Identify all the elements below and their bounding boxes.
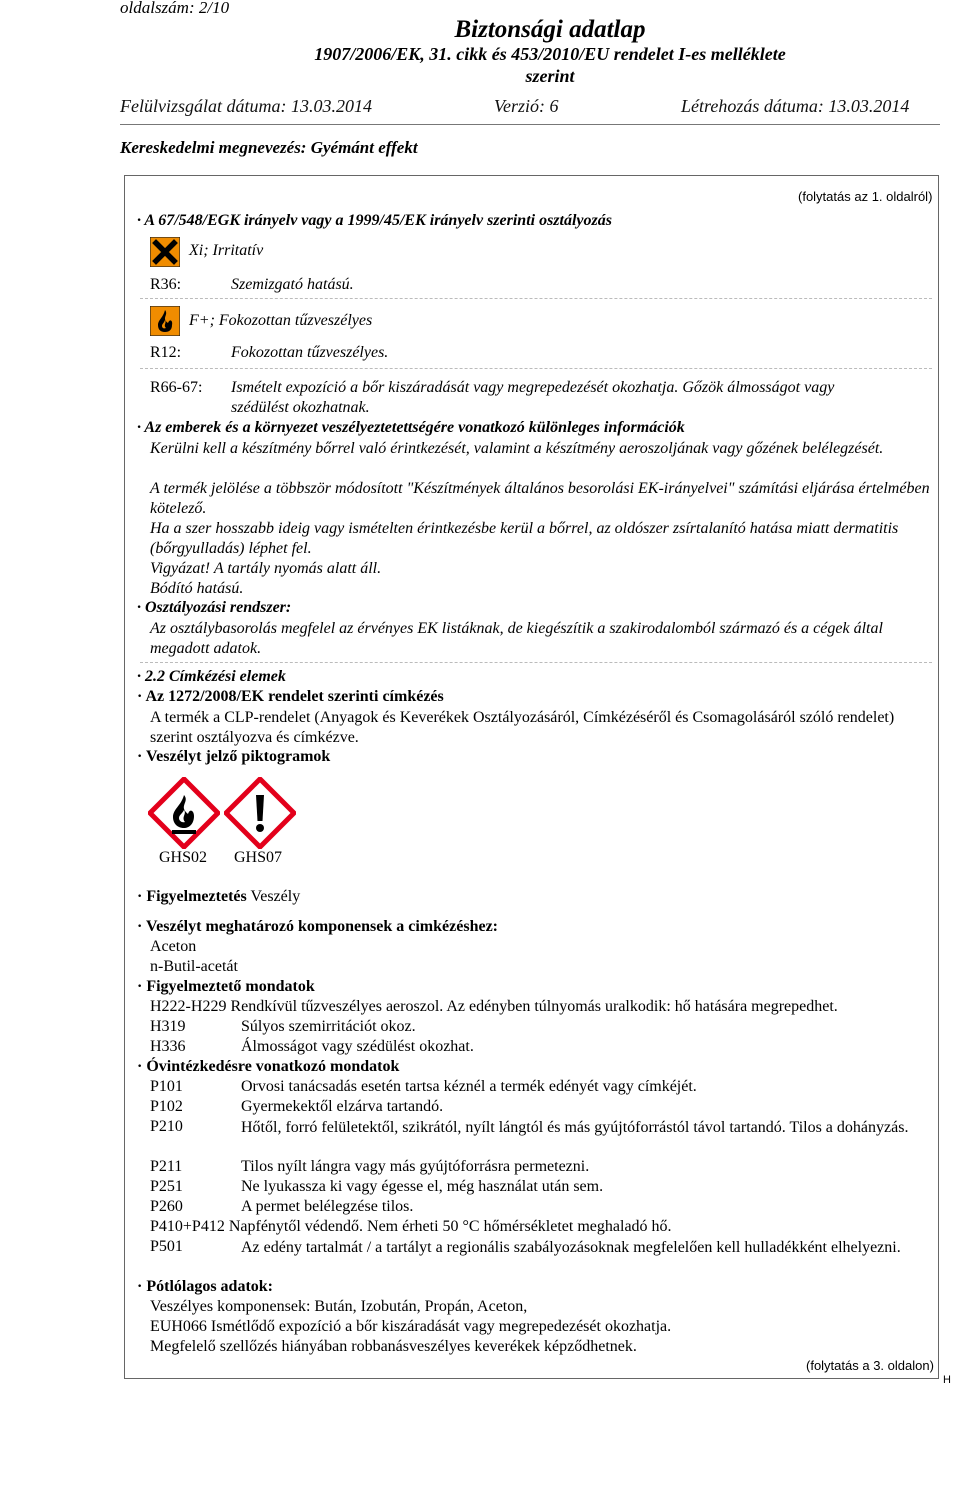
p-statements-heading: · Óvintézkedésre vonatkozó mondatok: [137, 1058, 400, 1075]
special-info-p2: A termék jelölése a többször módosított "Készítmények általános besorolási EK-irányelvei" számítási eljárása értelmében kötelező.: [150, 480, 930, 517]
h-code: H319: [150, 1018, 186, 1035]
h-text: Álmosságot vagy szédülést okozhat.: [241, 1038, 474, 1055]
page-number: oldalszám: 2/10: [120, 0, 230, 17]
p-text: Tilos nyílt lángra vagy más gyújtóforrásra permetezni.: [241, 1158, 590, 1175]
r12-text: Fokozottan tűzveszélyes.: [231, 344, 389, 361]
clp-heading: · Az 1272/2008/EK rendelet szerinti címkézés: [137, 688, 444, 705]
component-item: n-Butil-acetát: [150, 958, 238, 975]
continued-to-note: (folytatás a 3. oldalon): [806, 1358, 934, 1373]
h-code: H222-H229: [150, 998, 227, 1015]
p-code: P101: [150, 1078, 183, 1095]
p-text: Gyermekektől elzárva tartandó.: [241, 1098, 444, 1115]
r36-code: R36:: [150, 276, 182, 293]
revision-date: Felülvizsgálat dátuma: 13.03.2014: [120, 96, 372, 116]
divider: [140, 662, 932, 663]
system-text: Az osztálybasorolás megfelel az érvényes EK listáknak, de kiegészítik a szakirodalomból származó és a cégek által megadott adatok.: [150, 620, 883, 657]
divider: [140, 298, 932, 299]
extra-info-line: EUH066 Ismétlődő expozíció a bőr kiszáradását vagy megrepedezését okozhatja.: [150, 1318, 672, 1335]
labelling-heading: [137, 668, 286, 686]
continued-from-note: (folytatás az 1. oldalról): [798, 189, 933, 204]
p-code: P210: [150, 1118, 183, 1135]
special-info-heading: · Az emberek és a környezet veszélyeztetettségére vonatkozó különleges információk: [137, 419, 685, 436]
p-code: P410+P412: [150, 1218, 225, 1235]
pictogram-heading: · Veszélyt jelző piktogramok: [137, 748, 331, 765]
exclamation-pictogram-icon: [224, 777, 296, 849]
labelling-heading-text: Címkézési elemek: [169, 668, 286, 685]
p-text: Ne lyukassza ki vagy égesse el, még használat után sem.: [241, 1178, 604, 1195]
xi-irritant-icon: [150, 237, 180, 267]
extra-info-heading: · Pótlólagos adatok:: [137, 1278, 274, 1295]
p-code: P251: [150, 1178, 183, 1195]
document-subtitle-line2: szerint: [525, 66, 575, 86]
old-classification-heading: · A 67/548/EGK irányelv vagy a 1999/45/EK irányelv szerinti osztályozás: [137, 212, 612, 229]
extra-info-line: Veszélyes komponensek: Bután, Izobután, Propán, Aceton,: [150, 1298, 528, 1315]
corner-mark: H: [943, 1374, 951, 1386]
p-code: P260: [150, 1198, 183, 1215]
clp-text: A termék a CLP-rendelet (Anyagok és Keverékek Osztályozásáról, Címkézéséről és Csomagolásáról szóló rendelet) szerint osztályozva és címkézve.: [150, 709, 895, 746]
xi-label: Xi; Irritatív: [189, 242, 264, 259]
document-title: Biztonsági adatlap: [454, 16, 646, 43]
h-text: Súlyos szemirritációt okoz.: [241, 1018, 416, 1035]
document-subtitle: 1907/2006/EK, 31. cikk és 453/2010/EU rendelet I-es melléklete: [314, 44, 786, 64]
component-item: Aceton: [150, 938, 197, 955]
r12-code: R12:: [150, 344, 182, 361]
fplus-label: F+; Fokozottan tűzveszélyes: [189, 312, 373, 329]
components-heading: · Veszélyt meghatározó komponensek a cimkézéshez:: [137, 918, 498, 935]
p-code: P211: [150, 1158, 183, 1175]
r6667-code: R66-67:: [150, 379, 203, 396]
h-statements-heading: · Figyelmeztető mondatok: [137, 978, 315, 995]
p-text: Napfénytől védendő. Nem érheti 50 °C hőmérsékletet meghaladó hő.: [228, 1218, 672, 1235]
signal-label: · Figyelmeztetés: [137, 888, 247, 905]
signal-word: Veszély: [250, 888, 301, 905]
flame-hazard-icon: [150, 306, 180, 336]
special-info-p5: Bódító hatású.: [150, 580, 244, 597]
p-text: Az edény tartalmát / a tartályt a regionális szabályozásoknak megfelelően kell hulladékként elhelyezni.: [241, 1239, 901, 1256]
r36-text: Szemizgató hatású.: [231, 276, 354, 293]
divider: [140, 368, 932, 369]
h-statement: [150, 998, 838, 1016]
special-info-p4: Vigyázat! A tartály nyomás alatt áll.: [150, 560, 382, 577]
extra-info-line: Megfelelő szellőzés hiányában robbanásveszélyes keverékek képződhetnek.: [150, 1338, 637, 1355]
h-text: Rendkívül tűzveszélyes aeroszol. Az edényben túlnyomás uralkodik: hő hatására megrepedhet.: [230, 998, 838, 1015]
r6667-text: Ismételt expozíció a bőr kiszáradását vagy megrepedezését okozhatja. Gőzök álmosságot vagy: [231, 379, 835, 396]
creation-date: Létrehozás dátuma: 13.03.2014: [681, 96, 910, 116]
pictogram-code: GHS02: [159, 849, 208, 866]
p-statement: [150, 1218, 672, 1236]
p-text: Hőtől, forró felületektől, szikrától, nyílt lángtól és más gyújtóforrástól távol tartandó. Tilos a dohányzás.: [241, 1119, 909, 1136]
pictogram-code: GHS07: [234, 849, 283, 866]
header-rule: [120, 124, 940, 125]
system-heading: · Osztályozási rendszer:: [137, 599, 292, 616]
labelling-heading-num: · 2.2: [137, 668, 165, 685]
special-info-p3: Ha a szer hosszabb ideig vagy ismételten érintkezésbe kerül a bőrrel, az oldószer zsírtalanító hatása miatt dermatitis (bőrgyulladás) léphet fel.: [150, 520, 899, 557]
trade-name: Kereskedelmi megnevezés: Gyémánt effekt: [120, 138, 418, 157]
special-info-p1: Kerülni kell a készítmény bőrrel való érintkezését, valamint a készítmény aeroszoljának vagy gőzének belélegzését.: [150, 440, 884, 457]
p-code: P501: [150, 1238, 183, 1255]
p-code: P102: [150, 1098, 183, 1115]
p-text: A permet belélegzése tilos.: [241, 1198, 414, 1215]
signal-word-line: [137, 888, 300, 906]
flame-pictogram-icon: [148, 777, 220, 849]
version: Verzió: 6: [494, 96, 559, 116]
r6667-text-cont: szédülést okozhatnak.: [231, 399, 370, 416]
p-text: Orvosi tanácsadás esetén tartsa kéznél a termék edényét vagy címkéjét.: [241, 1078, 697, 1095]
h-code: H336: [150, 1038, 186, 1055]
